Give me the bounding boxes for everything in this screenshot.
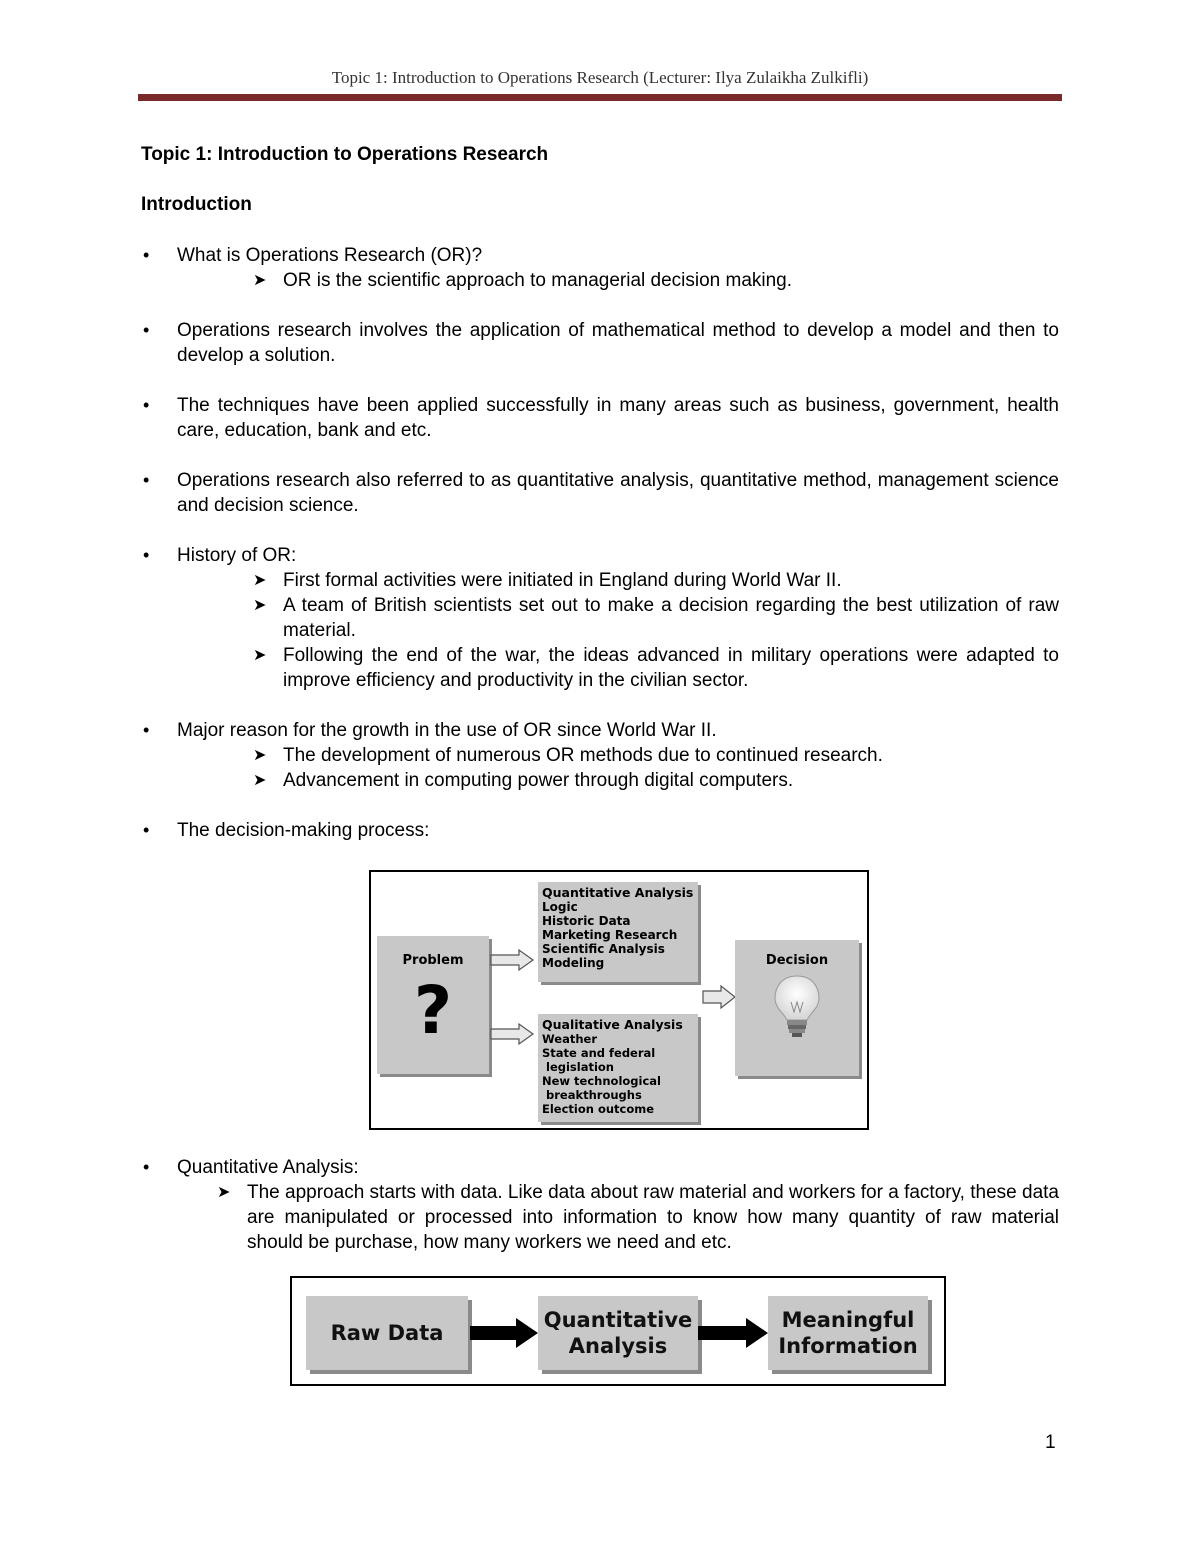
list-item [141, 818, 1059, 843]
arrow-bullet-icon: ➤ [253, 747, 267, 764]
bullet-text: What is Operations Research (OR)? [177, 245, 483, 266]
arrow-bullet-icon: ➤ [253, 597, 267, 614]
qualitative-analysis-box: Qualitative Analysis Weather State and federal legislation New technological breakthroughs Election outcome [538, 1014, 698, 1122]
arrow-right-icon [470, 1316, 540, 1350]
bullet-text: History of OR: [177, 545, 297, 566]
sub-item: ➤ First formal activities were initiated in England during World War II. [253, 570, 842, 591]
bullet-text: Operations research also referred to as quantitative analysis, quantitative method, management science and decision science. [177, 470, 1059, 516]
bullet-text: The decision-making process: [177, 820, 430, 841]
page-number: 1 [1045, 1432, 1056, 1453]
bullet-text: Quantitative Analysis: [177, 1157, 359, 1178]
quantitative-analysis-box: Quantitative Analysis [538, 1296, 698, 1370]
arrow-bullet-icon: ➤ [217, 1184, 231, 1201]
arrow-bullet-icon: ➤ [253, 572, 267, 589]
sub-item: ➤ OR is the scientific approach to managerial decision making. [253, 270, 793, 291]
arrow-bullet-icon: ➤ [253, 772, 267, 789]
list-item [141, 1155, 1059, 1180]
running-header: Topic 1: Introduction to Operations Research (Lecturer: Ilya Zulaikha Zulkifli) [331, 68, 869, 87]
problem-box [377, 936, 489, 1074]
list-item [141, 243, 1059, 293]
problem-label: Problem [402, 953, 464, 968]
lightbulb-icon [767, 972, 827, 1042]
page-title: Topic 1: Introduction to Operations Research [141, 144, 549, 165]
decision-process-diagram [369, 870, 869, 1130]
bullet-list [141, 243, 1059, 868]
quantitative-analysis-box: Quantitative Analysis Logic Historic Data Marketing Research Scientific Analysis Modeling [538, 882, 698, 982]
raw-data-box: Raw Data [306, 1296, 468, 1370]
sub-item: ➤ A team of British scientists set out to make a decision regarding the best utilization of raw material. [253, 595, 1059, 641]
arrow-right-icon [489, 948, 537, 972]
data-flow-diagram [290, 1276, 946, 1386]
list-item [141, 318, 1059, 368]
list-item [141, 393, 1059, 443]
decision-label: Decision [765, 953, 829, 968]
sub-item: ➤ Advancement in computing power through digital computers. [253, 770, 794, 791]
sub-item: ➤ The development of numerous OR methods due to continued research. [253, 745, 883, 766]
section-heading: Introduction [141, 194, 252, 215]
sub-item: ➤ Following the end of the war, the ideas advanced in military operations were adapted to improve efficiency and productivity in the civilian sector. [253, 645, 1059, 691]
arrow-bullet-icon: ➤ [253, 272, 267, 289]
bullet-text: Operations research involves the application of mathematical method to develop a model and then to develop a solution. [177, 320, 1059, 366]
decision-box [735, 940, 859, 1076]
arrow-bullet-icon: ➤ [253, 647, 267, 664]
quantitative-section [141, 1155, 1059, 1255]
meaningful-information-box: Meaningful Information [768, 1296, 928, 1370]
list-item [141, 543, 1059, 693]
list-item [141, 468, 1059, 518]
arrow-right-icon [489, 1022, 537, 1046]
bullet-text: The techniques have been applied successfully in many areas such as business, government, health care, education, bank and etc. [177, 395, 1059, 441]
header-rule [138, 94, 1062, 101]
bullet-text: Major reason for the growth in the use of OR since World War II. [177, 720, 717, 741]
sub-item: ➤ The approach starts with data. Like data about raw material and workers for a factory, these data are manipulated or processed into information to know how many quantity of raw material should be purchase, how many workers we need and etc. [217, 1182, 1059, 1253]
list-item [141, 718, 1059, 793]
bullet-icon: • [143, 1157, 150, 1177]
question-mark-icon: ? [413, 972, 453, 1049]
arrow-right-icon [698, 1316, 770, 1350]
arrow-right-icon [701, 984, 737, 1010]
